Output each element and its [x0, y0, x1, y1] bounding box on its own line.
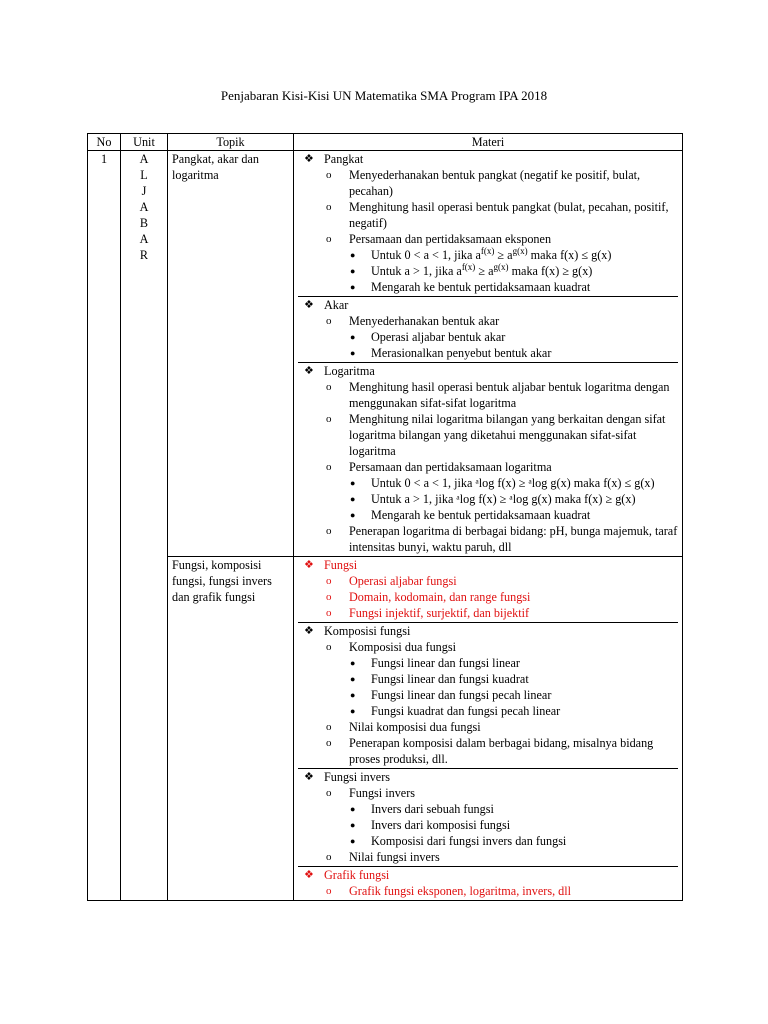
sub-list-item	[298, 507, 678, 523]
list-item-text: Nilai komposisi dua fungsi	[349, 720, 481, 734]
section-heading	[298, 151, 678, 167]
sub-list-item	[298, 801, 678, 817]
sub-list-item-text: Fungsi linear dan fungsi kuadrat	[371, 672, 529, 686]
sub-list-item	[298, 263, 678, 279]
dot-bullet-icon: ●	[350, 348, 356, 358]
sub-list-item	[298, 345, 678, 361]
dot-bullet-icon: ●	[350, 690, 356, 700]
list-item	[298, 459, 678, 475]
circle-bullet-icon: o	[326, 413, 332, 425]
list-item	[298, 573, 678, 589]
list-item	[298, 167, 678, 199]
list-item-text: Persamaan dan pertidaksamaan eksponen	[349, 232, 552, 246]
list-item-text: Grafik fungsi eksponen, logaritma, invers, dll	[349, 884, 572, 898]
list-item-text: Domain, kodomain, dan range fungsi	[349, 590, 531, 604]
list-item-text: Komposisi dua fungsi	[349, 640, 456, 654]
circle-bullet-icon: o	[326, 315, 332, 327]
dot-bullet-icon: ●	[350, 510, 356, 520]
list-item	[298, 735, 678, 767]
circle-bullet-icon: o	[326, 885, 332, 897]
circle-bullet-icon: o	[326, 591, 332, 603]
circle-bullet-icon: o	[326, 233, 332, 245]
list-item-text: Nilai fungsi invers	[349, 850, 440, 864]
diamond-bullet-icon: ❖	[304, 153, 314, 165]
unit-letter: B	[139, 216, 149, 230]
table-row	[88, 151, 683, 557]
dot-bullet-icon: ●	[350, 674, 356, 684]
dot-bullet-icon: ●	[350, 266, 356, 276]
topic-cell: Pangkat, akar dan logaritma	[168, 151, 294, 557]
diamond-bullet-icon: ❖	[304, 559, 314, 571]
sub-list-item-text: Untuk 0 < a < 1, jika ᵃlog f(x) ≥ ᵃlog g(x) maka f(x) ≤ g(x)	[371, 476, 655, 490]
dot-bullet-icon: ●	[350, 820, 356, 830]
dot-bullet-icon: ●	[350, 282, 356, 292]
circle-bullet-icon: o	[326, 607, 332, 619]
sub-list-item	[298, 817, 678, 833]
list-item-text: Fungsi injektif, surjektif, dan bijektif	[349, 606, 530, 620]
dot-bullet-icon: ●	[350, 804, 356, 814]
topic-cell: Fungsi, komposisi fungsi, fungsi invers dan grafik fungsi	[168, 557, 294, 901]
dot-bullet-icon: ●	[350, 706, 356, 716]
list-item-text: Operasi aljabar fungsi	[349, 574, 457, 588]
diamond-bullet-icon: ❖	[304, 299, 314, 311]
section-heading	[298, 867, 678, 883]
section-heading	[298, 557, 678, 573]
list-item-text: Penerapan logaritma di berbagai bidang: pH, bunga majemuk, taraf intensitas bunyi, waktu paruh, dll	[349, 524, 678, 554]
dot-bullet-icon: ●	[350, 836, 356, 846]
header-no: No	[88, 134, 121, 151]
list-item	[298, 605, 678, 621]
sub-list-item-text: Invers dari komposisi fungsi	[371, 818, 511, 832]
dot-bullet-icon: ●	[350, 250, 356, 260]
circle-bullet-icon: o	[326, 721, 332, 733]
list-item-text: Menghitung hasil operasi bentuk pangkat (bulat, pecahan, positif, negatif)	[349, 200, 669, 230]
list-item	[298, 379, 678, 411]
list-item	[298, 785, 678, 801]
circle-bullet-icon: o	[326, 787, 332, 799]
circle-bullet-icon: o	[326, 461, 332, 473]
materi-cell	[294, 557, 683, 901]
list-item-text: Menghitung nilai logaritma bilangan yang berkaitan dengan sifat logaritma bilangan yang diketahui menggunakan sifat-sifat logaritma	[349, 412, 666, 458]
section-heading	[298, 769, 678, 785]
list-item-text: Menyederhanakan bentuk akar	[349, 314, 500, 328]
list-item	[298, 849, 678, 865]
materi-cell	[294, 151, 683, 557]
section-heading	[298, 623, 678, 639]
section-heading	[298, 363, 678, 379]
sub-list-item	[298, 475, 678, 491]
dot-bullet-icon: ●	[350, 658, 356, 668]
list-item	[298, 199, 678, 231]
dot-bullet-icon: ●	[350, 332, 356, 342]
unit-letter: A	[139, 152, 149, 166]
circle-bullet-icon: o	[326, 737, 332, 749]
sub-list-item	[298, 655, 678, 671]
header-materi: Materi	[294, 134, 683, 151]
document-title: Penjabaran Kisi-Kisi UN Matematika SMA Program IPA 2018	[220, 88, 548, 103]
table-header-row	[88, 134, 683, 151]
sub-list-item	[298, 247, 678, 263]
sub-list-item-text: Untuk a > 1, jika ᵃlog f(x) ≥ ᵃlog g(x) maka f(x) ≥ g(x)	[371, 492, 636, 506]
sub-list-item	[298, 671, 678, 687]
materi-section	[298, 557, 678, 623]
materi-section	[298, 769, 678, 867]
section-title: Logaritma	[324, 364, 375, 378]
section-title: Komposisi fungsi	[324, 624, 411, 638]
sub-list-item-text: Invers dari sebuah fungsi	[371, 802, 494, 816]
header-topik: Topik	[168, 134, 294, 151]
header-unit: Unit	[121, 134, 168, 151]
diamond-bullet-icon: ❖	[304, 365, 314, 377]
unit-letter: L	[140, 168, 148, 182]
section-title: Akar	[324, 298, 349, 312]
circle-bullet-icon: o	[326, 169, 332, 181]
list-item	[298, 411, 678, 459]
circle-bullet-icon: o	[326, 201, 332, 213]
list-item-text: Fungsi invers	[349, 786, 416, 800]
sub-list-item-text: Komposisi dari fungsi invers dan fungsi	[371, 834, 567, 848]
section-heading	[298, 297, 678, 313]
sub-list-item-text: Mengarah ke bentuk pertidaksamaan kuadrat	[371, 280, 591, 294]
sub-list-item	[298, 491, 678, 507]
materi-section	[298, 363, 678, 556]
dot-bullet-icon: ●	[350, 478, 356, 488]
section-title: Pangkat	[324, 152, 364, 166]
sub-list-item-text: Untuk 0 < a < 1, jika $a^{f(x)} \ge a^{g(x)}$ maka f(x) ≤ g(x)	[371, 245, 612, 262]
list-item	[298, 523, 678, 555]
sub-list-item-text: Fungsi kuadrat dan fungsi pecah linear	[371, 704, 561, 718]
sub-list-item	[298, 833, 678, 849]
row-number: 1	[88, 151, 121, 901]
circle-bullet-icon: o	[326, 381, 332, 393]
sub-list-item-text: Operasi aljabar bentuk akar	[371, 330, 506, 344]
materi-section	[298, 297, 678, 363]
list-item	[298, 883, 678, 899]
unit-letter: R	[139, 248, 149, 262]
table-row	[88, 557, 683, 901]
section-title: Fungsi invers	[324, 770, 391, 784]
circle-bullet-icon: o	[326, 641, 332, 653]
materi-section	[298, 623, 678, 769]
unit-letter: A	[139, 200, 149, 214]
sub-list-item-text: Mengarah ke bentuk pertidaksamaan kuadrat	[371, 508, 591, 522]
list-item	[298, 639, 678, 655]
list-item	[298, 231, 678, 247]
list-item-text: Penerapan komposisi dalam berbagai bidang, misalnya bidang proses produksi, dll.	[349, 736, 654, 766]
diamond-bullet-icon: ❖	[304, 869, 314, 881]
sub-list-item	[298, 279, 678, 295]
circle-bullet-icon: o	[326, 525, 332, 537]
list-item	[298, 313, 678, 329]
unit-cell	[121, 151, 168, 901]
diamond-bullet-icon: ❖	[304, 625, 314, 637]
materi-section	[298, 867, 678, 900]
diamond-bullet-icon: ❖	[304, 771, 314, 783]
sub-list-item	[298, 687, 678, 703]
section-title: Grafik fungsi	[324, 868, 390, 882]
section-title: Fungsi	[324, 558, 358, 572]
list-item	[298, 589, 678, 605]
sub-list-item-text: Fungsi linear dan fungsi linear	[371, 656, 520, 670]
dot-bullet-icon: ●	[350, 494, 356, 504]
sub-list-item-text: Merasionalkan penyebut bentuk akar	[371, 346, 552, 360]
sub-list-item-text: Untuk a > 1, jika $a^{f(x)} \ge a^{g(x)}$ maka f(x) ≥ g(x)	[371, 261, 593, 278]
circle-bullet-icon: o	[326, 851, 332, 863]
list-item	[298, 719, 678, 735]
unit-letter: A	[139, 232, 149, 246]
sub-list-item	[298, 329, 678, 345]
sub-list-item	[298, 703, 678, 719]
list-item-text: Menyederhanakan bentuk pangkat (negatif ke positif, bulat, pecahan)	[349, 168, 641, 198]
sub-list-item-text: Fungsi linear dan fungsi pecah linear	[371, 688, 552, 702]
list-item-text: Menghitung hasil operasi bentuk aljabar bentuk logaritma dengan menggunakan sifat-sifat logaritma	[349, 380, 670, 410]
materi-section	[298, 151, 678, 297]
circle-bullet-icon: o	[326, 575, 332, 587]
kisi-kisi-table	[87, 133, 683, 901]
list-item-text: Persamaan dan pertidaksamaan logaritma	[349, 460, 552, 474]
unit-letter: J	[141, 184, 147, 198]
